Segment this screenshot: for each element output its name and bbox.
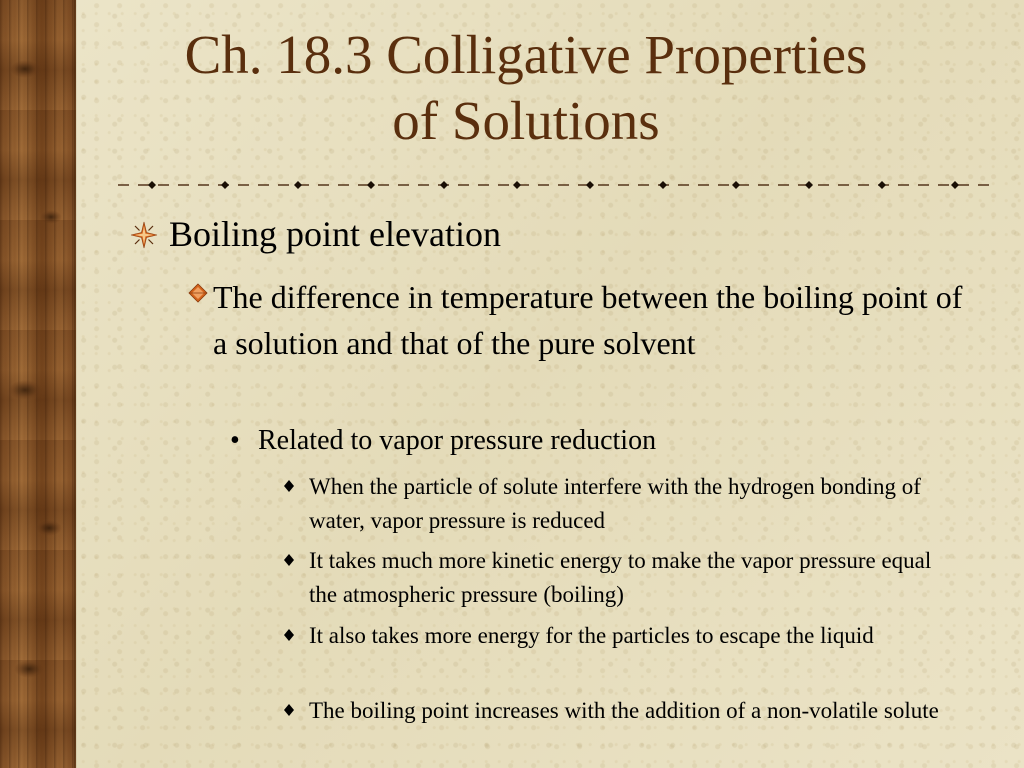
bullet-level4-text: It also takes more energy for the particles to escape the liquid	[309, 623, 874, 648]
dot-bullet: •	[230, 425, 240, 456]
bullet-level4-text: The boiling point increases with the addition of a non-volatile solute	[309, 698, 939, 723]
wood-edge-shadow	[74, 0, 77, 768]
divider-diamond	[732, 181, 740, 189]
bullet-level4-text: When the particle of solute interfere with the hydrogen bonding of water, vapor pressure is reduced	[309, 474, 921, 533]
divider-diamond	[878, 181, 886, 189]
divider-diamond	[440, 181, 448, 189]
divider-diamond	[586, 181, 594, 189]
divider-diamond	[367, 181, 375, 189]
divider-diamond	[294, 181, 302, 189]
bullet-level4-text: It takes much more kinetic energy to make the vapor pressure equal the atmospheric pressure (boiling)	[309, 548, 932, 607]
star-bullet-icon	[130, 221, 158, 249]
bullet-level1-text: Boiling point elevation	[169, 214, 501, 254]
divider-diamond	[513, 181, 521, 189]
diamond-bullet-icon	[188, 283, 208, 303]
small-diamond-bullet-icon	[284, 554, 294, 566]
divider-diamond	[221, 181, 229, 189]
wood-texture-sidebar	[0, 0, 76, 768]
divider-diamond	[148, 181, 156, 189]
divider-diamond	[951, 181, 959, 189]
small-diamond-bullet-icon	[284, 704, 294, 716]
slide-title-line1: Ch. 18.3 Colligative Properties	[184, 24, 868, 85]
divider-diamond	[805, 181, 813, 189]
divider-diamond	[659, 181, 667, 189]
title-divider	[118, 178, 990, 192]
bullet-level3-text: Related to vapor pressure reduction	[258, 425, 657, 456]
small-diamond-bullet-icon	[284, 480, 294, 492]
slide-title-line2: of Solutions	[392, 90, 660, 151]
slide-title	[96, 22, 956, 154]
bullet-level2-text: The difference in temperature between the boiling point of a solution and that of the pure solvent	[213, 279, 963, 361]
small-diamond-bullet-icon	[284, 629, 294, 641]
